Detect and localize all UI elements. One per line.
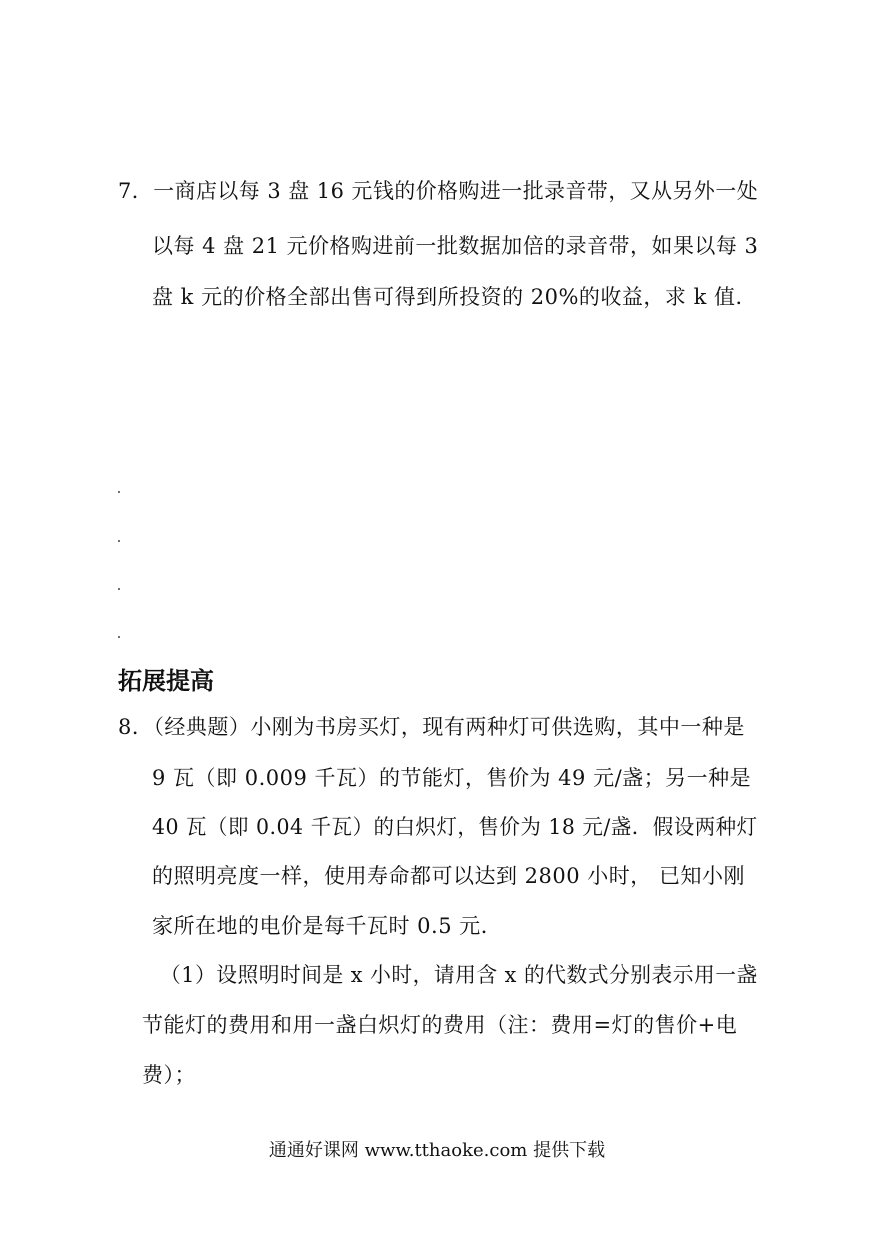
margin-dot (118, 588, 120, 590)
problem-8-line-5: 家所在地的电价是每千瓦时 0.5 元． (152, 914, 503, 938)
problem-8-part-1-line-1: （1）设照明时间是 x 小时，请用含 x 的代数式分别表示用一盏 (160, 963, 758, 987)
section-heading: 拓展提高 (118, 667, 214, 695)
margin-dot (118, 491, 120, 493)
problem-8-part-1-line-3: 费）； (142, 1063, 196, 1087)
footer-credit: 通通好课网 www.tthaoke.com 提供下载 (268, 1140, 606, 1161)
problem-7-line-1: 7．一商店以每 3 盘 16 元钱的价格购进一批录音带，又从另外一处 (118, 179, 759, 203)
problem-7-line-2: 以每 4 盘 21 元价格购进前一批数据加倍的录音带，如果以每 3 (152, 234, 759, 258)
problem-8-line-2: 9 瓦（即 0.009 千瓦）的节能灯，售价为 49 元/盏；另一种是 (152, 766, 752, 790)
margin-dot (118, 636, 120, 638)
margin-dot (118, 540, 120, 542)
problem-8-part-1-line-2: 节能灯的费用和用一盏白炽灯的费用（注：费用=灯的售价+电 (142, 1013, 738, 1037)
problem-8-line-3: 40 瓦（即 0.04 千瓦）的白炽灯，售价为 18 元/盏．假设两种灯 (152, 815, 758, 839)
problem-7-line-3: 盘 k 元的价格全部出售可得到所投资的 20%的收益，求 k 值． (152, 285, 758, 309)
problem-8-line-4: 的照明亮度一样，使用寿命都可以达到 2800 小时， 已知小刚 (152, 864, 745, 888)
problem-8-line-1: 8．（经典题）小刚为书房买灯，现有两种灯可供选购，其中一种是 (118, 715, 745, 739)
